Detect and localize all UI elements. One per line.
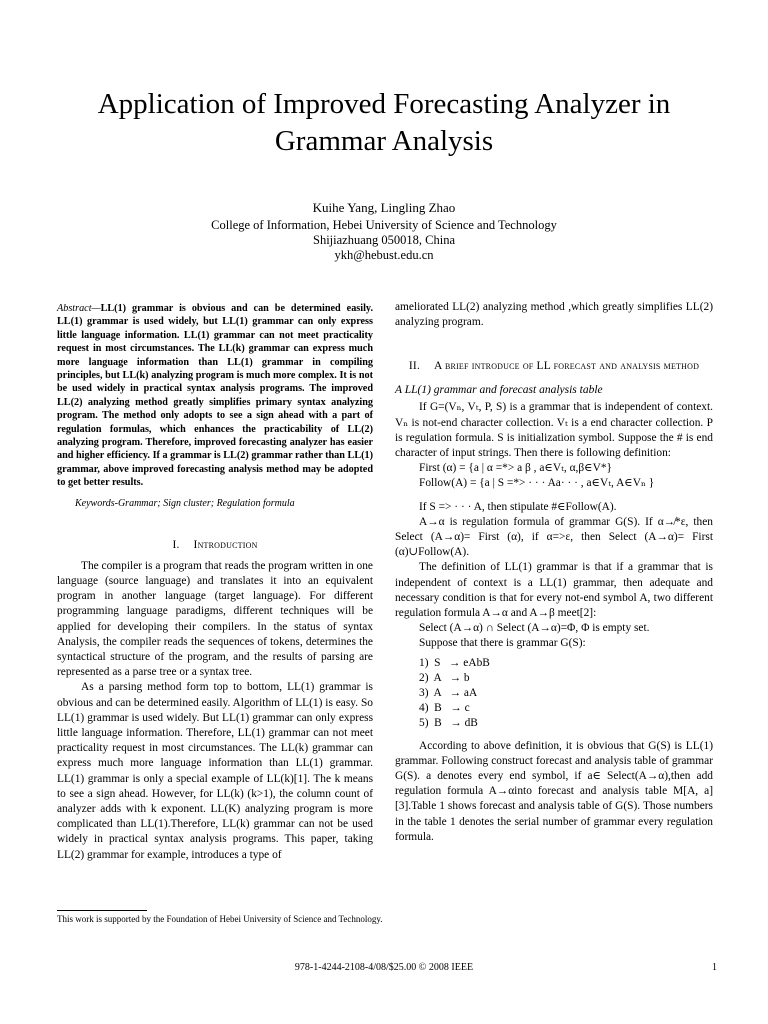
grammar-rule: 4) B → c — [419, 701, 470, 714]
definition-paragraph: If G=(Vₙ, Vₜ, P, S) is a grammar that is independent of context. Vₙ is not-end character collection. Vₜ is a end character collection. P is regulation formula. S is initialization symbol. Suppose the # is end character of input strings. Then there is following definition: — [395, 401, 713, 460]
grammar-rules-list — [419, 656, 713, 731]
keywords: Keywords-Grammar; Sign cluster; Regulation formula — [75, 497, 295, 509]
section-title: A brief introduce of LL forecast and analysis method — [434, 360, 700, 373]
formula-follow: Follow(A) = {a | S =*> · · · Aa· · · , a∈Vₜ, A∈Vₙ } — [419, 477, 655, 490]
email: ykh@hebust.edu.cn — [334, 248, 434, 262]
formula-select: Select (A→α) ∩ Select (A→α)=Φ, Φ is empty set. — [419, 622, 650, 635]
abstract-lead: Abstract— — [57, 303, 101, 314]
left-column — [57, 300, 373, 863]
select-paragraph: A→α is regulation formula of grammar G(S). If α↛*ε, then Select (A→α)= First (α), if α=>ε, then Select (A→α)= First (α)∪Follow(A). — [395, 515, 713, 559]
grammar-rule: 3) A → aA — [419, 686, 478, 699]
abstract — [57, 302, 373, 490]
author-block — [0, 200, 768, 263]
grammar-rule: 1) S → eAbB — [419, 656, 490, 669]
ll1-definition-paragraph: The definition of LL(1) grammar is that if a grammar that is independent of context is a LL(1) grammar, then adequate and necessary condition is that for every not-end symbol A, two different regulation formula A→α and A→β meet[2]: — [395, 561, 713, 620]
section-heading-ll-forecast — [395, 360, 713, 372]
subsection-heading: A LL(1) grammar and forecast analysis table — [395, 384, 603, 397]
section-number: I. — [172, 538, 180, 551]
right-column — [395, 300, 713, 845]
grammar-intro: Suppose that there is grammar G(S): — [419, 637, 586, 650]
abstract-text: LL(1) grammar is obvious and can be determined easily. LL(1) grammar is used widely, but LL(1) grammar can only express little language information. LL(1) grammar can not meet practicality request in most circumstances. The LL(k) grammar can express much more language information than LL(1) grammar in compiling principles, but LL(k) analyzing program is much more complex. It is not be used widely in practical syntax analysis programs. The improved LL(2) analyzing method greatly simplifies primary syntax analyzing program. The method only adopts to see a sign ahead with a part of regulation formulas, which enhances the practicability of LL(2) analyzing program. Therefore, improved forecasting analyzer has easier and higher efficiency. If a grammar is LL(2) grammar rather than LL(1) grammar, above improved forecasting analysis method may be adopted to get better results. — [57, 303, 373, 489]
footnote-divider — [57, 910, 147, 911]
intro-paragraph-1: The compiler is a program that reads the program written in one language (source language) and translates it into an equivalent program in another language (target language). For different programming language paradigms, different techniques will be applied for developing their compilers. In the status of syntax Analysis, the compiler reads the sequences of tokens, determines the syntactical structure of the program, and the results of parsing are represented as a parse tree or a syntax tree. — [57, 559, 373, 679]
formula-stipulate: If S => · · · A, then stipulate #∈Follow(A). — [419, 500, 617, 513]
intro-paragraph-2: As a parsing method form top to bottom, LL(1) grammar is obvious and can be determined easily. Algorithm of LL(1) is easy. So LL(1) grammar is used widely. But LL(1) grammar can only express little language information. Therefore, LL(1) grammar can not meet practicality request in most circumstances. The LL(k) grammar can express much more language information than LL(1) grammar. LL(1) grammar is only a special example of LL(k)[1]. The k means to see a sign ahead. However, for LL(k) (k>1), the column count of analyzer adds with k exponent. LL(K) analyzing program is more complicated than LL(1).Therefore, LL(k) grammar can not be used widely in practical syntax analysis programs. This paper, taking LL(2) grammar for example, introduces a type of — [57, 681, 373, 861]
paper-title: Application of Improved Forecasting Analyzer in Grammar Analysis — [97, 88, 671, 157]
grammar-rule: 5) B → dB — [419, 716, 478, 729]
forecast-table-paragraph: According to above definition, it is obvious that G(S) is LL(1) grammar. Following construct forecast and analysis table of grammar G(S). a denotes every end symbol, if a∈ Select(A→α),then add regulation formula A→αinto forecast and analysis table M[A, a] [3].Table 1 shows forecast and analysis table of G(S). Those numbers in the table 1 denotes the serial number of grammar every regulation formula. — [395, 739, 713, 843]
formula-first: First (α) = {a | α =*> a β , a∈Vₜ, α,β∈V*} — [419, 462, 613, 475]
affiliation: College of Information, Hebei University of Science and Technology — [211, 218, 557, 232]
address: Shijiazhuang 050018, China — [313, 233, 455, 247]
section-number: II. — [408, 360, 421, 373]
grammar-rule: 2) A → b — [419, 671, 470, 684]
copyright-footer: 978-1-4244-2108-4/08/$25.00 © 2008 IEEE — [294, 962, 474, 973]
continued-paragraph: ameliorated LL(2) analyzing method ,which greatly simplifies LL(2) analyzing program. — [395, 301, 713, 329]
footnote: This work is supported by the Foundation of Hebei University of Science and Technology. — [57, 914, 383, 924]
section-heading-introduction — [57, 539, 373, 551]
page-number: 1 — [712, 962, 717, 973]
author-names: Kuihe Yang, Lingling Zhao — [312, 200, 456, 215]
section-title: Introduction — [193, 538, 258, 551]
